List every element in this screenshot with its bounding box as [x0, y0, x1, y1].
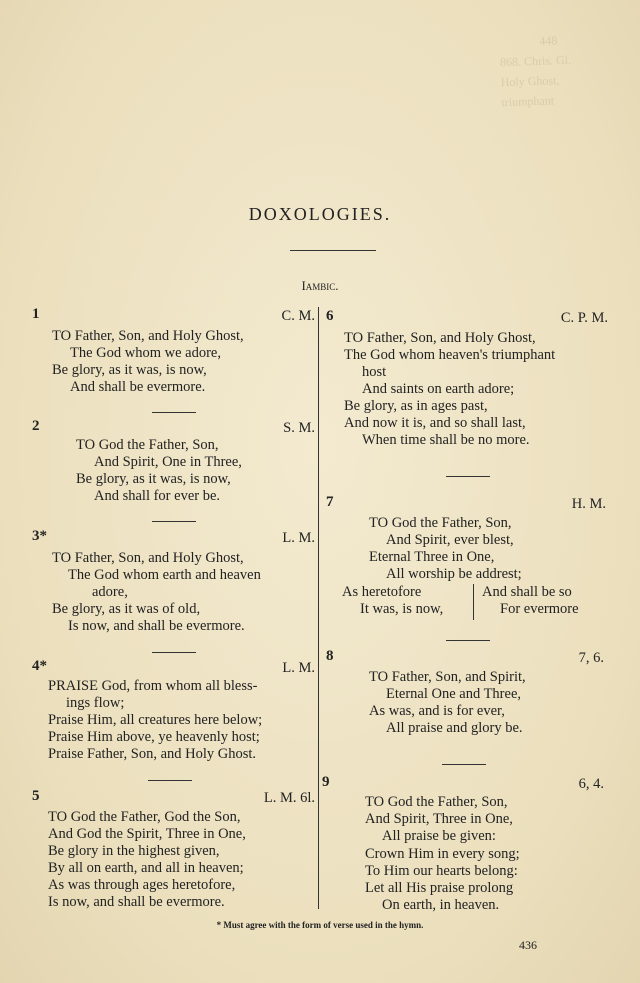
separator-rule [446, 640, 490, 641]
section-subtitle: Iambic. [301, 278, 339, 293]
footnote: * Must agree with the form of verse used in the hymn. [216, 920, 424, 930]
page-number: 436 [519, 938, 537, 952]
separator-rule [152, 521, 196, 522]
hymn-number: 8 [326, 648, 334, 664]
separator-rule [442, 764, 486, 765]
hymn-meter: C. M. [281, 308, 315, 324]
bleed-through-text [499, 28, 631, 110]
verse-line: When time shall be no more. [362, 432, 530, 448]
verse-line: By all on earth, and all in heaven; [48, 860, 244, 876]
hymn-meter: L. M. [282, 660, 315, 676]
hymn-meter: S. M. [283, 420, 315, 436]
verse-line: ings flow; [66, 695, 125, 711]
verse-line: The God whom heaven's triumphant [344, 347, 556, 363]
hymn-number: 1 [32, 306, 40, 322]
verse-line: Be glory in the highest given, [48, 843, 220, 859]
verse-line: As was through ages heretofore, [48, 877, 236, 893]
hymn-number: 2 [32, 418, 40, 434]
verse-line: TO Father, Son, and Holy Ghost, [344, 330, 536, 346]
verse-line: Eternal One and Three, [386, 686, 522, 702]
verse-line: Eternal Three in One, [369, 549, 495, 565]
verse-line: Is now, and shall be evermore. [68, 618, 245, 634]
separator-rule [446, 476, 490, 477]
verse-line: PRAISE God, from whom all bless- [48, 678, 258, 694]
bleed-line: Holy Ghost, [500, 73, 560, 90]
hymn-number: 9 [322, 774, 330, 790]
hymn-meter: L. M. [282, 530, 315, 546]
hymn-meter: 6, 4. [578, 776, 604, 792]
verse-line: TO Father, Son, and Spirit, [369, 669, 526, 685]
verse-line: And Spirit, One in Three, [94, 454, 242, 470]
verse-line: Praise Him above, ye heavenly host; [48, 729, 260, 745]
verse-line: And Spirit, Three in One, [365, 811, 513, 827]
hymn-meter: 7, 6. [578, 650, 604, 666]
split-divider [473, 584, 474, 620]
hymn-number: 4* [32, 658, 47, 674]
verse-line: It was, is now, [360, 601, 444, 617]
verse-line: Praise Father, Son, and Holy Ghost. [48, 746, 257, 762]
verse-line: host [362, 364, 387, 380]
verse-line: As heretofore [342, 584, 422, 600]
verse-line: For evermore [500, 601, 579, 617]
bleed-line: triumphant [501, 93, 555, 110]
hymn-meter: C. P. M. [560, 310, 608, 326]
verse-line: Be glory, as it was of old, [52, 601, 201, 617]
verse-line: Let all His praise prolong [365, 880, 514, 896]
hymn-number: 7 [326, 494, 334, 510]
verse-line: The God whom earth and heaven [68, 567, 261, 583]
verse-line: All praise be given: [382, 828, 496, 844]
verse-line: To Him our hearts belong: [365, 863, 518, 879]
verse-line: TO Father, Son, and Holy Ghost, [52, 550, 244, 566]
separator-rule [152, 412, 196, 413]
bleed-line: 448 [539, 33, 558, 48]
verse-line: And shall be evermore. [70, 379, 206, 395]
separator-rule [152, 652, 196, 653]
verse-line: And now it is, and so shall last, [344, 415, 526, 431]
hymn-number: 6 [326, 308, 334, 324]
verse-line: TO God the Father, Son, [76, 437, 219, 453]
verse-line: TO God the Father, God the Son, [48, 809, 241, 825]
verse-line: And saints on earth adore; [362, 381, 515, 397]
verse-line: Praise Him, all creatures here below; [48, 712, 263, 728]
hymn-meter: L. M. 6l. [263, 790, 315, 806]
verse-line: On earth, in heaven. [382, 897, 500, 913]
verse-line: And God the Spirit, Three in One, [48, 826, 246, 842]
verse-line: As was, and is for ever, [369, 703, 505, 719]
page-title: DOXOLOGIES. [248, 204, 392, 224]
verse-line: The God whom we adore, [70, 345, 221, 361]
verse-line: Be glory, as it was, is now, [76, 471, 231, 487]
verse-line: And shall be so [482, 584, 572, 600]
verse-line: TO Father, Son, and Holy Ghost, [52, 328, 244, 344]
verse-line: Is now, and shall be evermore. [48, 894, 225, 910]
bleed-line: 868. Chris. Gl. [499, 52, 572, 70]
verse-line: adore, [92, 584, 128, 600]
hymn-number: 5 [32, 788, 40, 804]
verse-line: TO God the Father, Son, [365, 794, 508, 810]
verse-line: Be glory, as in ages past, [344, 398, 488, 414]
verse-line: TO God the Father, Son, [369, 515, 512, 531]
title-rule [290, 250, 376, 251]
verse-line: All worship be addrest; [386, 566, 522, 582]
verse-line: And shall for ever be. [94, 488, 221, 504]
column-divider [318, 307, 319, 909]
separator-rule [148, 780, 192, 781]
verse-line: All praise and glory be. [386, 720, 523, 736]
hymn-meter: H. M. [571, 496, 606, 512]
hymn-number: 3* [32, 528, 47, 544]
verse-line: Crown Him in every song; [365, 846, 520, 862]
verse-line: Be glory, as it was, is now, [52, 362, 207, 378]
verse-line: And Spirit, ever blest, [386, 532, 514, 548]
